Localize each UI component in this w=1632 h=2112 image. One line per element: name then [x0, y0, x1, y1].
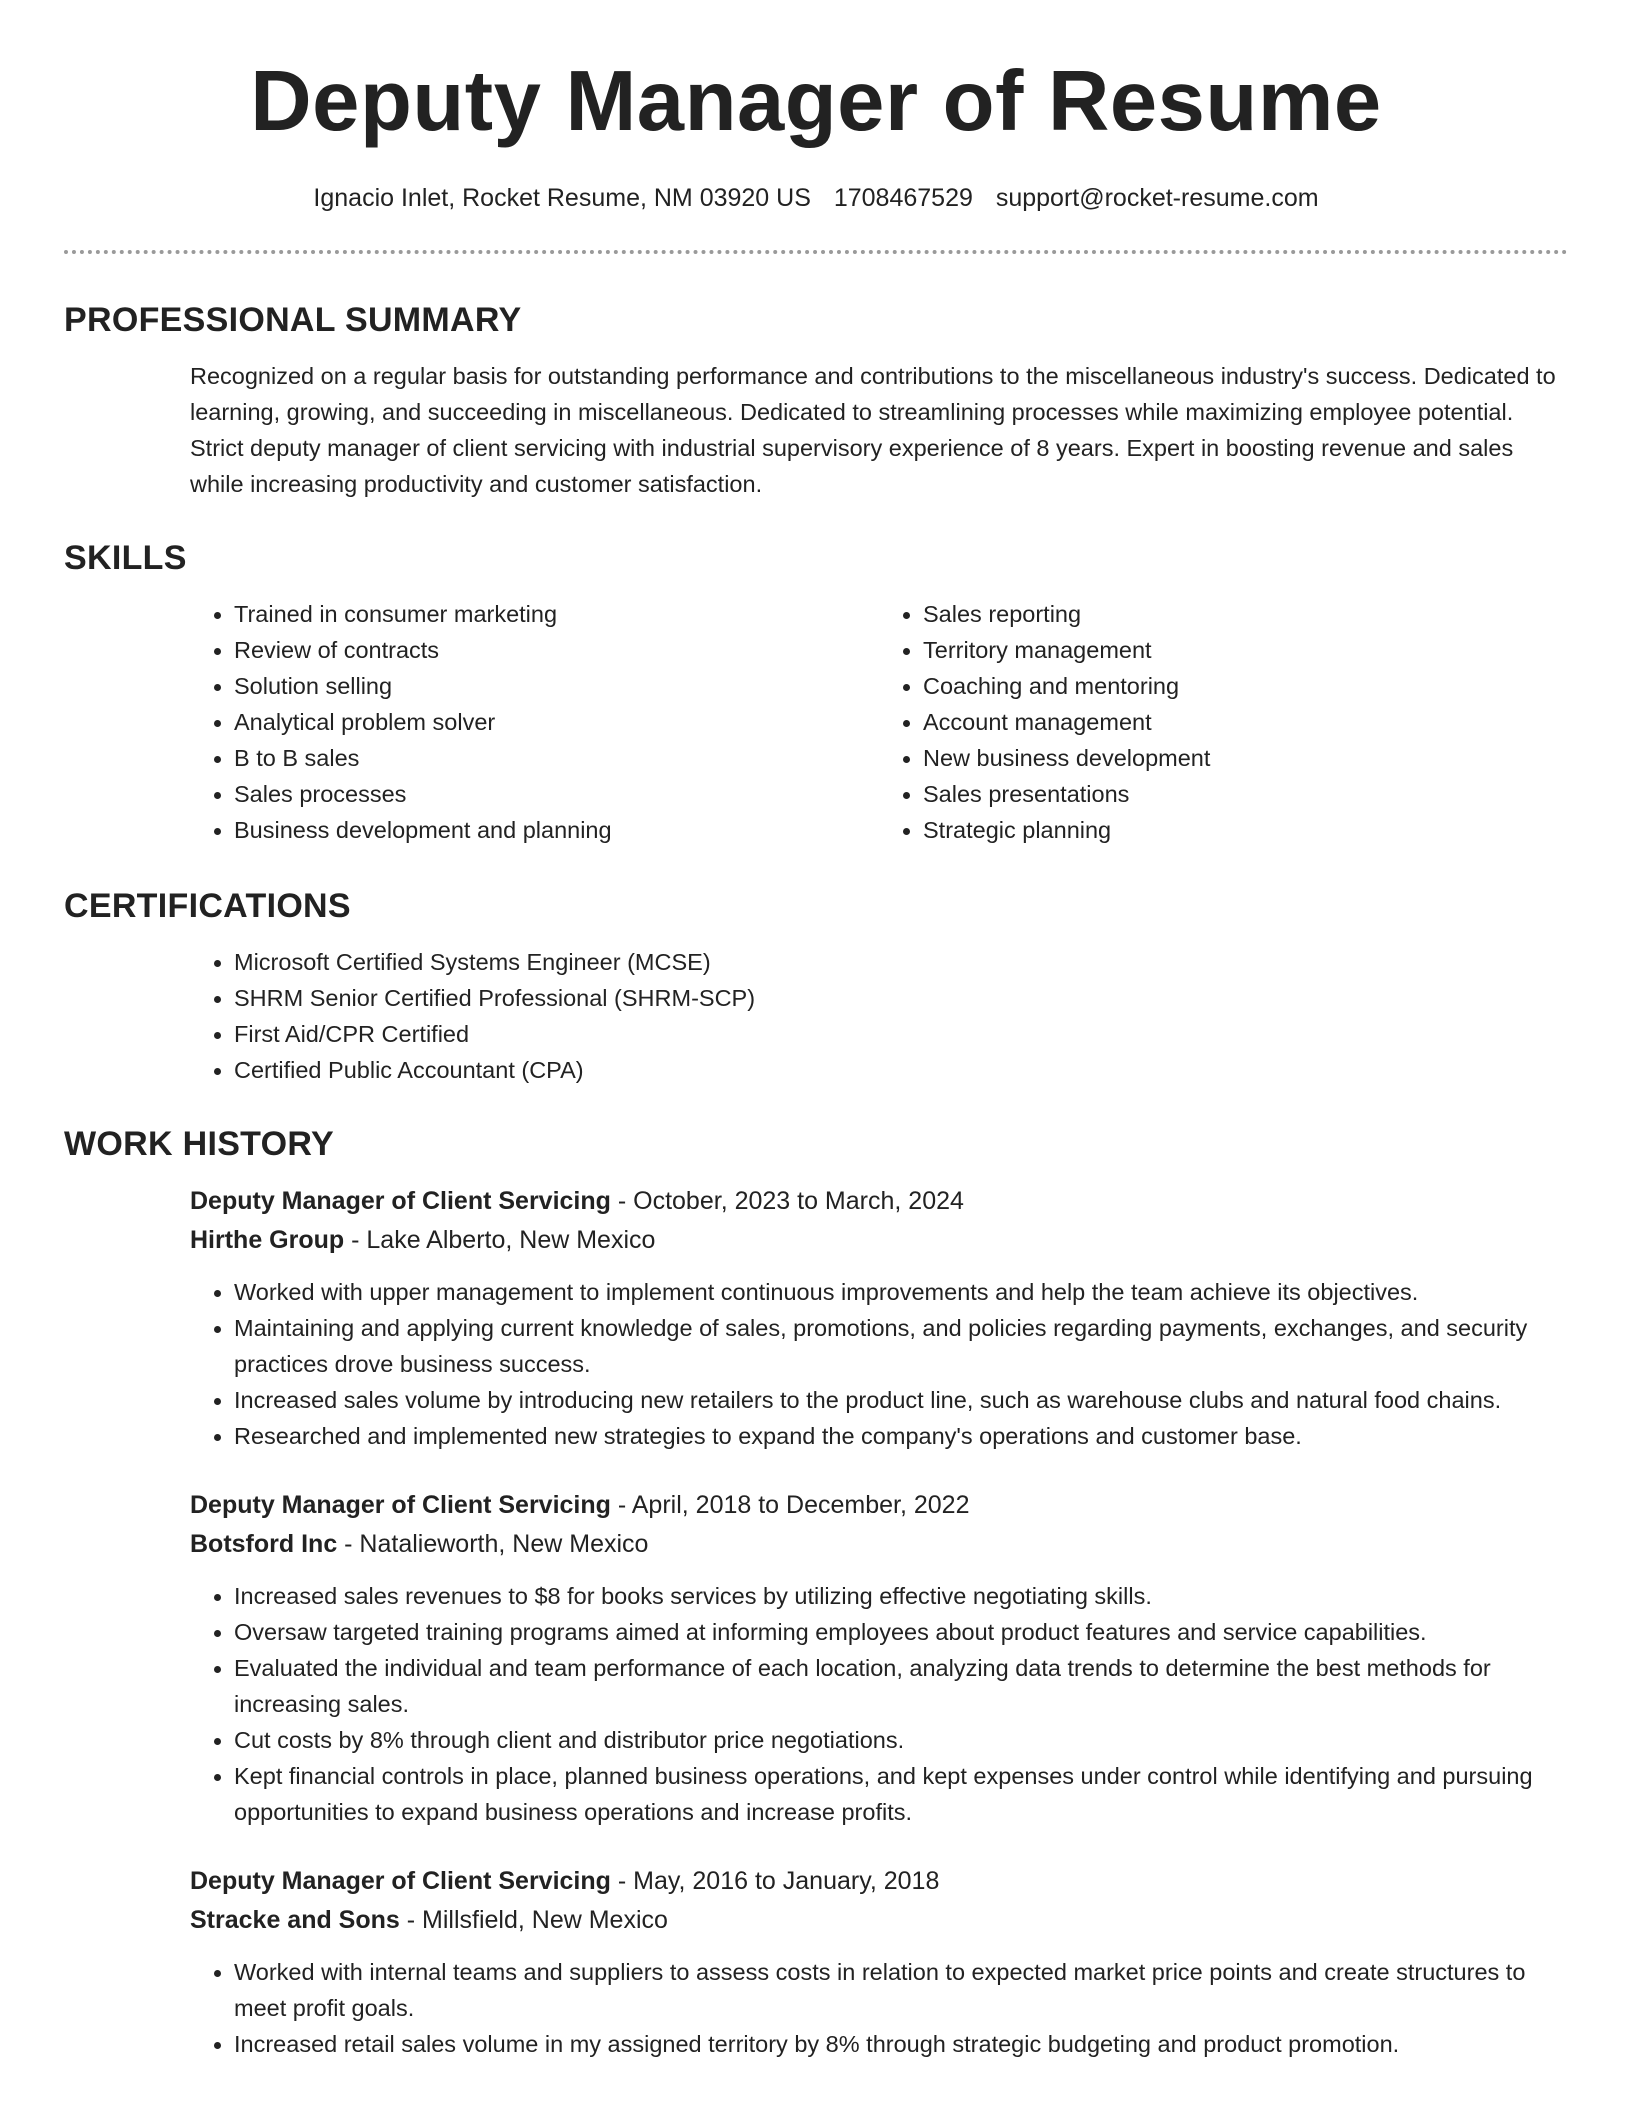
- contact-line: [0, 180, 1632, 216]
- certification-item: • First Aid/CPR Certified: [234, 1016, 1568, 1052]
- job-bullet: • Increased sales revenues to $8 for books services by utilizing effective negotiating skills.: [234, 1578, 1568, 1614]
- certification-item: • Certified Public Accountant (CPA): [234, 1052, 1568, 1088]
- skill-item: • Sales reporting: [923, 596, 1568, 632]
- job-bullet: • Increased retail sales volume in my assigned territory by 8% through strategic budgeting and product promotion.: [234, 2026, 1568, 2062]
- job-title-line: [190, 1182, 1568, 1221]
- job-entry: [190, 1862, 1568, 2062]
- certifications-section: [64, 884, 1568, 1088]
- skills-columns: [190, 596, 1568, 848]
- skill-item: • Territory management: [923, 632, 1568, 668]
- job-bullet: • Cut costs by 8% through client and distributor price negotiations.: [234, 1722, 1568, 1758]
- skill-item: • Coaching and mentoring: [923, 668, 1568, 704]
- job-company-line: [190, 1221, 1568, 1260]
- resume-name: Deputy Manager of Resume: [250, 54, 1382, 149]
- job-bullets: [190, 1274, 1568, 1454]
- skill-item: • Solution selling: [234, 668, 879, 704]
- section-title-summary: PROFESSIONAL SUMMARY: [64, 301, 522, 339]
- certification-item: • SHRM Senior Certified Professional (SHRM-SCP): [234, 980, 1568, 1016]
- skill-item: • Strategic planning: [923, 812, 1568, 848]
- job-location: - Lake Alberto, New Mexico: [344, 1226, 656, 1254]
- skill-item: • Account management: [923, 704, 1568, 740]
- job-bullets: [190, 1578, 1568, 1830]
- job-bullet: • Maintaining and applying current knowledge of sales, promotions, and policies regarding payments, exchanges, and security practices drove business success.: [234, 1310, 1568, 1382]
- job-bullet: • Worked with upper management to implement continuous improvements and help the team achieve its objectives.: [234, 1274, 1568, 1310]
- certifications-list: [190, 944, 1568, 1088]
- job-location: - Natalieworth, New Mexico: [337, 1530, 649, 1558]
- contact-email: support@rocket-resume.com: [995, 184, 1319, 212]
- contact-phone: 1708467529: [833, 184, 973, 212]
- job-role: Deputy Manager of Client Servicing: [190, 1867, 611, 1895]
- skill-item: • Analytical problem solver: [234, 704, 879, 740]
- job-bullet: • Kept financial controls in place, planned business operations, and kept expenses under control while identifying and pursuing opportunities to expand business operations and increase profits.: [234, 1758, 1568, 1830]
- skill-item: • Business development and planning: [234, 812, 879, 848]
- skill-item: • B to B sales: [234, 740, 879, 776]
- section-title-skills: SKILLS: [64, 539, 187, 577]
- skills-section: [64, 536, 1568, 848]
- job-company: Botsford Inc: [190, 1530, 338, 1558]
- skill-item: • Review of contracts: [234, 632, 879, 668]
- job-entry: [190, 1486, 1568, 1830]
- job-dates: - April, 2018 to December, 2022: [610, 1491, 970, 1519]
- professional-summary-section: [64, 298, 1568, 502]
- job-location: - Millsfield, New Mexico: [399, 1906, 668, 1934]
- job-bullet: • Increased sales volume by introducing new retailers to the product line, such as warehouse clubs and natural food chains.: [234, 1382, 1568, 1418]
- job-company: Stracke and Sons: [190, 1906, 400, 1934]
- job-dates: - May, 2016 to January, 2018: [610, 1867, 940, 1895]
- skill-item: • Sales presentations: [923, 776, 1568, 812]
- skill-item: • New business development: [923, 740, 1568, 776]
- contact-address: Ignacio Inlet, Rocket Resume, NM 03920 US: [313, 184, 811, 212]
- job-company: Hirthe Group: [190, 1226, 345, 1254]
- skill-item: • Trained in consumer marketing: [234, 596, 879, 632]
- job-title-line: [190, 1862, 1568, 1901]
- skills-list-left: [190, 596, 879, 848]
- job-title-line: [190, 1486, 1568, 1525]
- job-role: Deputy Manager of Client Servicing: [190, 1187, 611, 1215]
- section-title-certifications: CERTIFICATIONS: [64, 887, 351, 925]
- header-divider: [64, 250, 1568, 254]
- section-title-work-history: WORK HISTORY: [64, 1125, 334, 1163]
- job-company-line: [190, 1901, 1568, 1940]
- job-bullet: • Worked with internal teams and suppliers to assess costs in relation to expected market price points and create structures to meet profit goals.: [234, 1954, 1568, 2026]
- skill-item: • Sales processes: [234, 776, 879, 812]
- work-history-section: [64, 1122, 1568, 2062]
- certification-item: • Microsoft Certified Systems Engineer (MCSE): [234, 944, 1568, 980]
- job-entry: [190, 1182, 1568, 1454]
- summary-text: Recognized on a regular basis for outstanding performance and contributions to the miscellaneous industry's success. Dedicated to learning, growing, and succeeding in miscellaneous. Dedicated to streamlining processes while maximizing employee potential. Strict deputy manager of client servicing with industrial supervisory experience of 8 years. Expert in boosting revenue and sales while increasing productivity and customer satisfaction.: [190, 363, 1556, 497]
- job-bullet: • Oversaw targeted training programs aimed at informing employees about product features and service capabilities.: [234, 1614, 1568, 1650]
- job-role: Deputy Manager of Client Servicing: [190, 1491, 611, 1519]
- job-bullet: • Researched and implemented new strategies to expand the company's operations and customer base.: [234, 1418, 1568, 1454]
- job-bullets: [190, 1954, 1568, 2062]
- job-dates: - October, 2023 to March, 2024: [610, 1187, 964, 1215]
- job-company-line: [190, 1525, 1568, 1564]
- job-bullet: • Evaluated the individual and team performance of each location, analyzing data trends to determine the best methods for increasing sales.: [234, 1650, 1568, 1722]
- skills-list-right: [879, 596, 1568, 848]
